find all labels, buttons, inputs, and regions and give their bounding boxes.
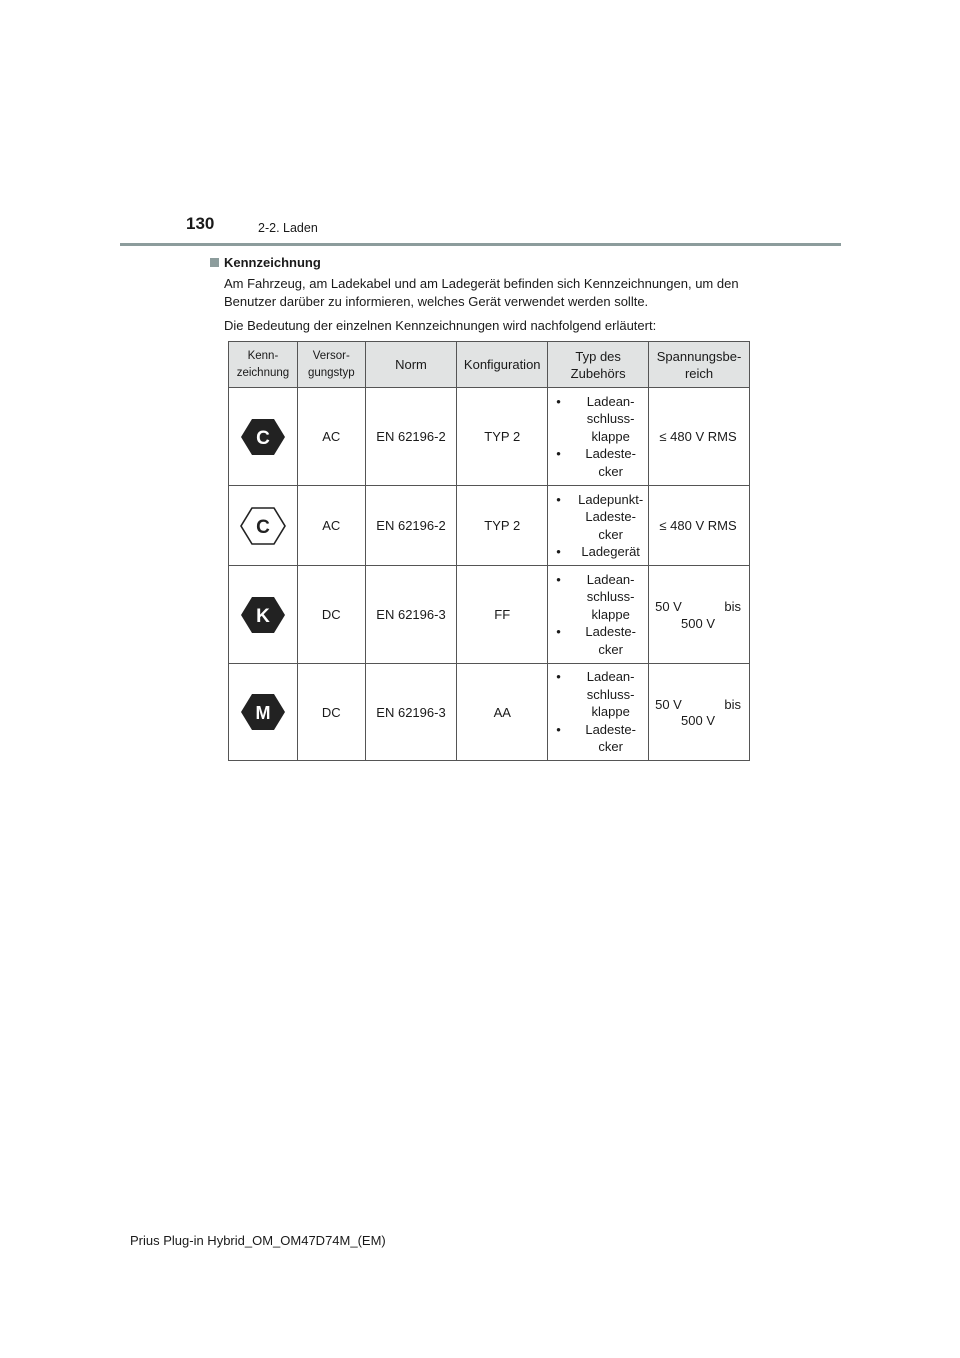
norm-cell: EN 62196-3 [365, 664, 457, 761]
accessory-item: • Ladean- schluss- klappe [556, 668, 648, 721]
accessory-item: • Ladean- schluss- klappe [556, 393, 648, 446]
table-row [229, 388, 750, 486]
mark-cell [229, 388, 298, 486]
section-title: 2-2. Laden [258, 221, 318, 235]
header-accessory: Typ des Zubehörs [548, 342, 649, 388]
accessory-item: • Ladepunkt- Ladeste- cker [556, 491, 648, 544]
table-row [229, 664, 750, 761]
hexagon-m-filled-icon [240, 692, 286, 732]
mark-cell [229, 664, 298, 761]
voltage-cell: 50 V bis 500 V [649, 664, 750, 761]
svg-text:C: C [256, 516, 270, 538]
config-cell: TYP 2 [457, 388, 548, 486]
hexagon-k-filled-icon [240, 595, 286, 635]
hexagon-c-outline-icon [240, 506, 286, 546]
accessory-item: • Ladeste- cker [556, 623, 648, 658]
hexagon-c-filled-icon [240, 417, 286, 457]
footer-document-id: Prius Plug-in Hybrid_OM_OM47D74M_(EM) [130, 1233, 386, 1248]
accessory-item: • Ladegerät [556, 543, 648, 561]
mark-cell [229, 566, 298, 664]
accessory-cell [548, 388, 649, 486]
supply-cell: AC [297, 388, 365, 486]
accessory-cell [548, 664, 649, 761]
norm-cell: EN 62196-2 [365, 388, 457, 486]
svg-text:M: M [255, 703, 271, 723]
header-mark: Kenn- zeichnung [229, 342, 298, 388]
header-norm: Norm [365, 342, 457, 388]
table-row [229, 566, 750, 664]
header-supply: Versor- gungstyp [297, 342, 365, 388]
marks-table [228, 341, 750, 761]
norm-cell: EN 62196-3 [365, 566, 457, 664]
norm-cell: EN 62196-2 [365, 486, 457, 566]
supply-cell: DC [297, 566, 365, 664]
table-row [229, 486, 750, 566]
heading-text: Kennzeichnung [224, 255, 321, 270]
config-cell: AA [457, 664, 548, 761]
accessory-cell [548, 566, 649, 664]
supply-cell: DC [297, 664, 365, 761]
voltage-cell: ≤ 480 V RMS [649, 388, 750, 486]
config-cell: TYP 2 [457, 486, 548, 566]
supply-cell: AC [297, 486, 365, 566]
accessory-item: • Ladeste- cker [556, 721, 648, 756]
svg-text:C: C [256, 427, 270, 449]
heading-square-icon [210, 258, 219, 267]
mark-cell [229, 486, 298, 566]
page-number: 130 [186, 214, 215, 233]
accessory-item: • Ladeste- cker [556, 445, 648, 480]
header-rule [120, 243, 841, 246]
explanation-paragraph: Die Bedeutung der einzelnen Kennzeichnungen wird nachfolgend erläutert: [224, 318, 657, 333]
config-cell: FF [457, 566, 548, 664]
intro-paragraph: Am Fahrzeug, am Ladekabel und am Ladegerät befinden sich Kennzeichnungen, um den Benutzer darüber zu informieren, welches Gerät verwendet werden sollte. [224, 276, 739, 309]
accessory-cell [548, 486, 649, 566]
section-heading [210, 255, 321, 270]
header-voltage: Spannungsbe- reich [649, 342, 750, 388]
table-header-row [229, 342, 750, 388]
header-config: Konfiguration [457, 342, 548, 388]
svg-text:K: K [256, 605, 270, 627]
voltage-cell: 50 V bis 500 V [649, 566, 750, 664]
accessory-item: • Ladean- schluss- klappe [556, 571, 648, 624]
voltage-cell: ≤ 480 V RMS [649, 486, 750, 566]
